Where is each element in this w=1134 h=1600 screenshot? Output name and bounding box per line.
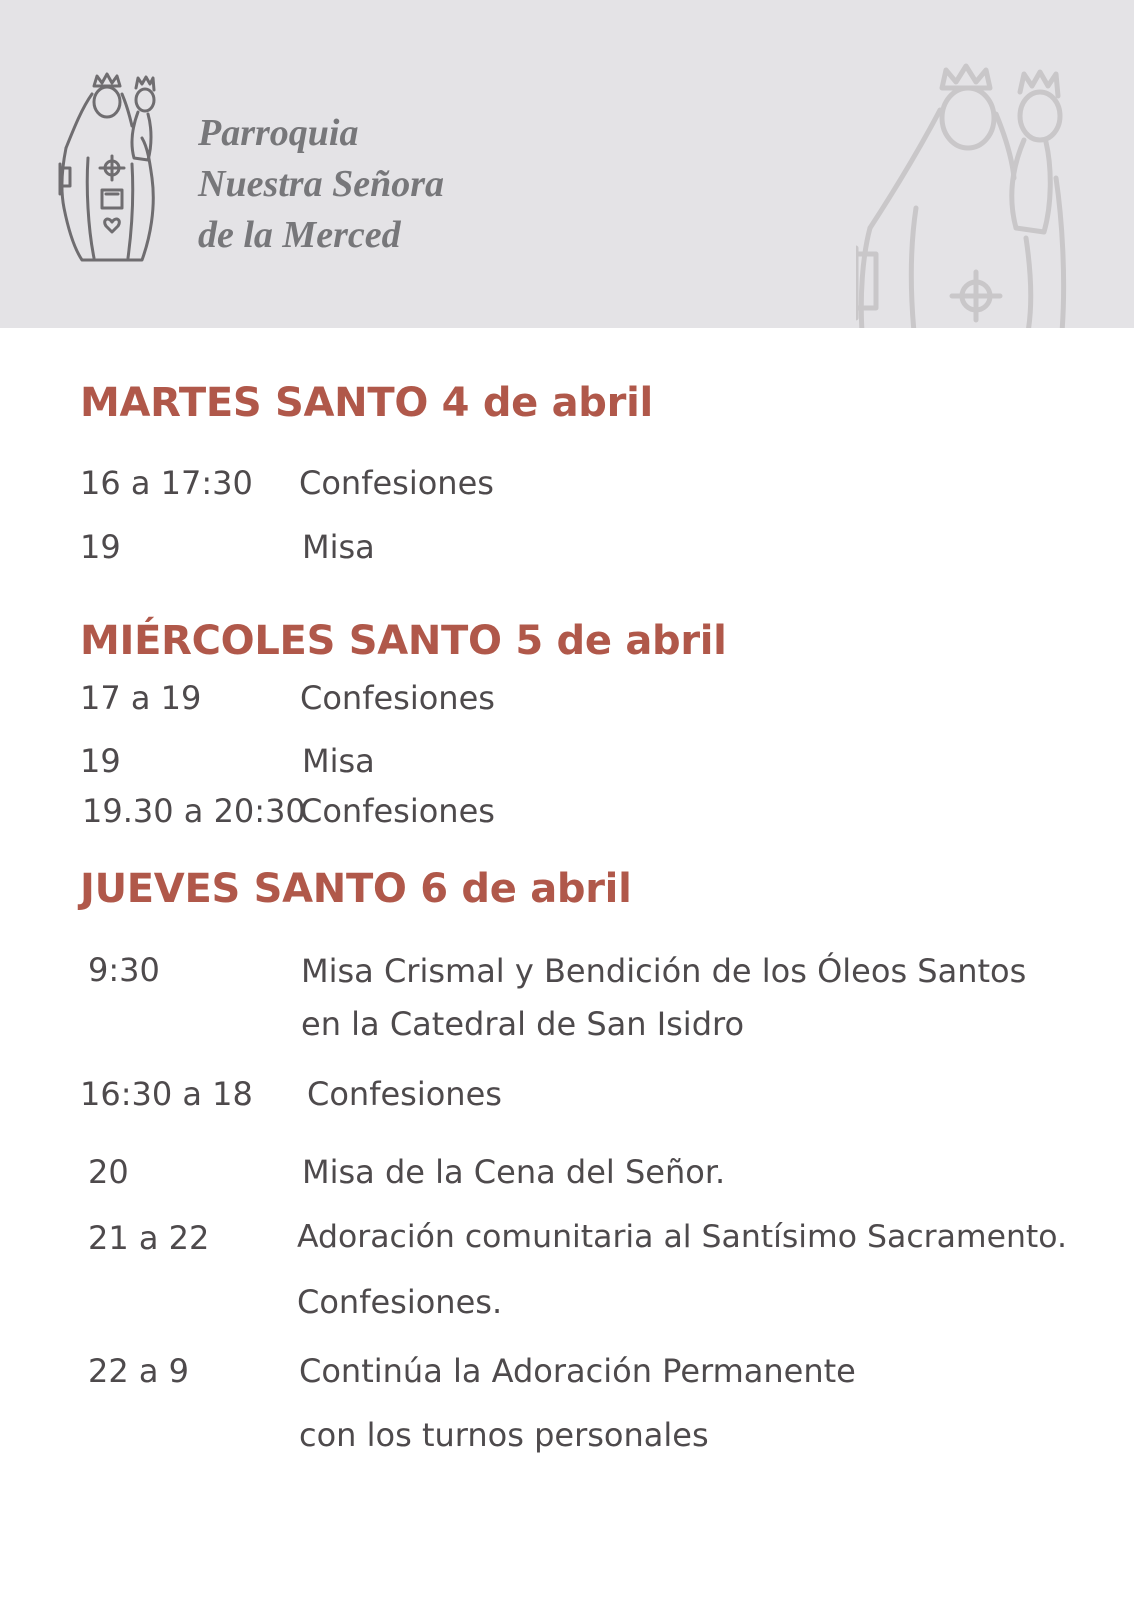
virgin-merced-watermark-icon (856, 58, 1100, 328)
parish-name-line-3: de la Merced (198, 214, 401, 256)
parish-name-line-1: Parroquia (198, 112, 359, 154)
entry-time: 9:30 (88, 951, 160, 989)
entry-time: 16:30 a 18 (80, 1075, 253, 1113)
entry-time: 16 a 17:30 (80, 464, 253, 502)
entry-activity-continued: Confesiones. (297, 1283, 503, 1321)
entry-time: 19 (80, 742, 121, 780)
entry-activity: Confesiones (307, 1075, 502, 1113)
parish-name-line-2: Nuestra Señora (198, 163, 444, 205)
entry-time: 19.30 a 20:30 (82, 792, 306, 830)
entry-activity: Adoración comunitaria al Santísimo Sacramento. (297, 1219, 1068, 1255)
entry-activity: Misa (302, 742, 375, 780)
entry-activity: Misa de la Cena del Señor. (302, 1153, 726, 1191)
entry-activity: Misa Crismal y Bendición de los Óleos Santos (301, 952, 1027, 990)
day-title-jueves: JUEVES SANTO 6 de abril (80, 866, 632, 912)
entry-activity: Misa (302, 528, 375, 566)
entry-time: 19 (80, 528, 121, 566)
day-title-miercoles: MIÉRCOLES SANTO 5 de abril (80, 618, 727, 664)
header-banner (0, 0, 1134, 328)
entry-time: 17 a 19 (80, 679, 202, 717)
entry-activity-continued: con los turnos personales (299, 1416, 709, 1454)
entry-time: 22 a 9 (88, 1352, 190, 1390)
day-title-martes: MARTES SANTO 4 de abril (80, 380, 653, 426)
virgin-merced-logo-icon (52, 68, 170, 274)
entry-activity-continued: en la Catedral de San Isidro (301, 1005, 745, 1043)
entry-time: 20 (88, 1153, 129, 1191)
parish-name (198, 108, 444, 261)
entry-activity: Confesiones (299, 464, 494, 502)
entry-activity: Confesiones (300, 679, 495, 717)
entry-activity: Continúa la Adoración Permanente (299, 1352, 856, 1390)
entry-activity: Confesiones (300, 792, 495, 830)
entry-time: 21 a 22 (88, 1219, 210, 1257)
